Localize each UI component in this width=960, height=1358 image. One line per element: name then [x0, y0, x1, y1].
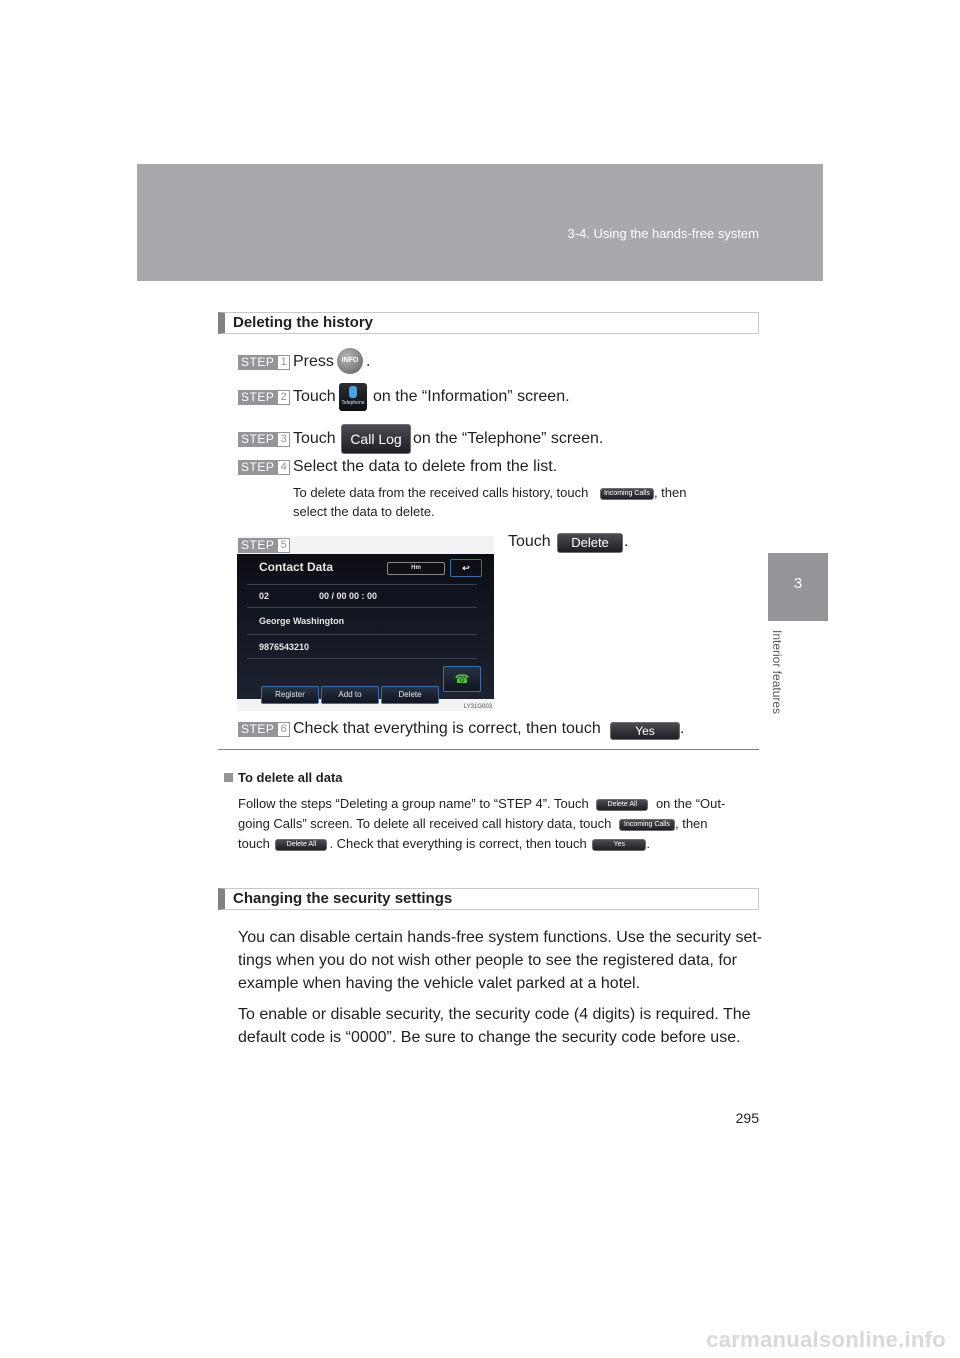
delete-all-button: Delete All	[596, 799, 648, 811]
contact-data-screenshot	[237, 536, 494, 711]
register-button: Register	[261, 686, 319, 704]
screen-title: Contact Data	[259, 560, 334, 574]
chapter-number: 3	[793, 575, 803, 592]
step-badge: STEP 2	[238, 390, 290, 405]
call-datetime: 00 / 00 00 : 00	[319, 591, 378, 601]
paragraph-line: You can disable certain hands-free system functions. Use the security set-	[238, 929, 763, 946]
screen-delete-button: Delete	[381, 686, 439, 704]
step-text-end: on the “Information” screen.	[373, 388, 570, 405]
phone-number: 9876543210	[259, 642, 310, 652]
call-log-button: Call Log	[341, 424, 411, 454]
header-band	[137, 164, 823, 281]
step-badge: STEP 1	[238, 355, 290, 370]
step-text: Select the data to delete from the list.	[293, 458, 558, 475]
info-icon: INFO	[337, 348, 363, 374]
delete-all-button: Delete All	[275, 839, 327, 851]
paragraph-line: default code is “0000”. Be sure to change the security code before use.	[238, 1029, 741, 1046]
step-text: Touch	[293, 430, 336, 447]
step-badge: STEP 5	[238, 538, 290, 553]
step-text: Press	[293, 353, 334, 370]
back-icon: ↩	[450, 559, 482, 577]
step-note-line2: select the data to delete.	[293, 504, 435, 519]
subsection-title: To delete all data	[238, 770, 343, 785]
record-number: 02	[259, 591, 270, 601]
image-code: LY31G003	[463, 704, 492, 710]
status-indicator: Hm	[387, 562, 445, 575]
section-title: Changing the security settings	[233, 890, 453, 907]
call-icon: ☎	[443, 666, 481, 692]
step-text-end: .	[680, 720, 685, 737]
delete-button: Delete	[557, 533, 623, 553]
add-to-button: Add to	[321, 686, 379, 704]
step-text-end: .	[366, 353, 371, 370]
step-text: Check that everything is correct, then touch	[293, 720, 601, 737]
paragraph-line: tings when you do not wish other people to see the registered data, for	[238, 952, 737, 969]
step-text-end: .	[624, 533, 629, 550]
bullet-square	[224, 773, 233, 782]
step-text-end: on the “Telephone” screen.	[413, 430, 604, 447]
step-note: To delete data from the received calls history, touch Incoming Calls , then	[293, 485, 687, 500]
chapter-label: Interior features	[770, 630, 784, 715]
divider	[218, 749, 759, 750]
step-text: Touch	[508, 533, 551, 550]
page-number: 295	[735, 1110, 759, 1126]
subsection-line: going Calls” screen. To delete all received call history data, touch Incoming Calls , then	[238, 816, 708, 831]
section-heading	[218, 312, 759, 334]
yes-button: Yes	[610, 722, 680, 740]
step-badge: STEP 3	[238, 432, 290, 447]
step-text: Touch	[293, 388, 336, 405]
telephone-icon: Telephone	[339, 383, 367, 411]
section-title: Deleting the history	[233, 314, 374, 331]
subsection-line: Follow the steps “Deleting a group name” to “STEP 4”. Touch Delete All on the “Out-	[238, 796, 726, 811]
step-badge: STEP 6	[238, 722, 290, 737]
contact-name: George Washington	[259, 616, 345, 626]
yes-button: Yes	[592, 839, 646, 851]
step-badge: STEP 4	[238, 460, 290, 475]
footer-watermark-link[interactable]: carmanualsonline.info	[706, 1327, 946, 1352]
section-header: 3-4. Using the hands-free system	[567, 226, 759, 241]
section-heading	[218, 888, 759, 910]
paragraph-line: example when having the vehicle valet parked at a hotel.	[238, 975, 641, 992]
incoming-calls-button: Incoming Calls	[600, 488, 654, 500]
subsection-line: touch Delete All . Check that everything is correct, then touch Yes .	[238, 836, 650, 851]
incoming-calls-button: Incoming Calls	[619, 819, 675, 831]
paragraph-line: To enable or disable security, the security code (4 digits) is required. The	[238, 1006, 751, 1023]
